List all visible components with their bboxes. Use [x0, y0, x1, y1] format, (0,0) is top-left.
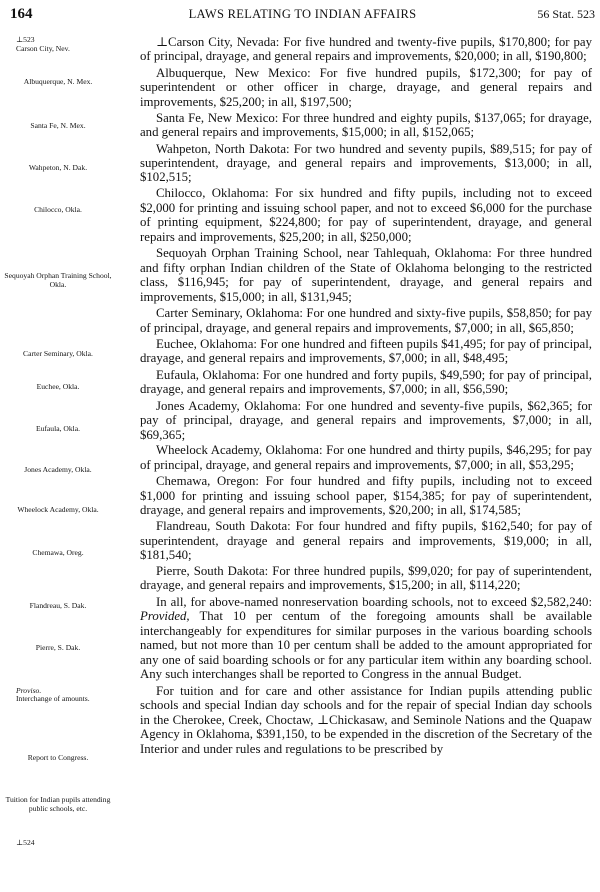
margin-note-flandreau: Flandreau, S. Dak. [29, 601, 87, 610]
paragraph-boarding-schools-total: In all, for above-named nonreservation boarding schools, not to exceed $2,582,240: Provided, That 10 per centum of the foregoing amounts shall be available interchangeably for expenditures for similar purposes in the various boarding schools named, but not more than 10 per centum shall be added to the amount appropriated for any one of said boarding schools or for any particular item within any boarding school. Any such interchanges shall be reported to Congress in the annual Budget. [140, 594, 592, 682]
paragraph-tuition: For tuition and for care and other assistance for Indian pupils attending public schools and special Indian day schools and for the repair of special Indian day schools in the Cherokee, Creek, Choctaw, ⊥Chickasaw, and Seminole Nations and the Quapaw Agency in Oklahoma, $391,150, to be expended in the discretion of the Secretary of the Interior and under rules and regulations to be prescribed by [140, 683, 592, 756]
margin-note-jones-academy: Jones Academy, Okla. [24, 465, 92, 474]
statute-reference: 56 Stat. 523 [537, 7, 595, 21]
margin-note-report-to-congress: Report to Congress. [27, 753, 89, 762]
margin-note-proviso: Proviso. [16, 686, 42, 695]
margin-note-santa-fe: Santa Fe, N. Mex. [30, 121, 86, 130]
margin-note-page-marker: ⊥523 [16, 35, 35, 44]
paragraph-euchee: Euchee, Oklahoma: For one hundred and fifteen pupils $41,495; for pay of principal, drayage, and general repairs and improvements, $7,000; in all, $48,495; [140, 336, 592, 366]
paragraph-pierre: Pierre, South Dakota: For three hundred pupils, $99,020; for pay of superintendent, drayage, and general repairs and improvements, $15,200; in all, $114,220; [140, 563, 592, 593]
paragraph-chilocco: Chilocco, Oklahoma: For six hundred and fifty pupils, including not to exceed $2,000 for printing and issuing school paper, and not to exceed $6,000 for the purchase of printing equipment, $224,800; for pay of superintendent, drayage, and general repairs and improvements, $25,200; in all, $250,000; [140, 186, 592, 244]
margin-note-euchee: Euchee, Okla. [36, 382, 80, 391]
margin-note-albuquerque: Albuquerque, N. Mex. [23, 77, 93, 86]
paragraph-santa-fe: Santa Fe, New Mexico: For three hundred and eighty pupils, $137,065; for drayage, and general repairs and improvements, $15,000; in all, $152,065; [140, 110, 592, 140]
margin-note-pierre: Pierre, S. Dak. [35, 643, 81, 652]
margin-note-interchange: Interchange of amounts. [16, 694, 90, 703]
margin-note-chemawa: Chemawa, Oreg. [32, 548, 84, 557]
margin-note-chilocco: Chilocco, Okla. [34, 205, 82, 214]
paragraph-wheelock-academy: Wheelock Academy, Oklahoma: For one hundred and thirty pupils, $46,295; for pay of principal, drayage, and general repairs and improvements, $7,000; in all, $53,295; [140, 443, 592, 472]
margin-note-carter-seminary: Carter Seminary, Okla. [23, 349, 93, 358]
paragraph-sequoyah: Sequoyah Orphan Training School, near Tahlequah, Oklahoma: For three hundred and fifty orphan Indian children of the State of Oklahoma belonging to the restricted class, $116,945; for pay of superintendent, drayage, and general repairs and improvements, $15,000; in all, $131,945; [140, 246, 592, 304]
margin-note-tuition: Tuition for Indian pupils attending public schools, etc. [5, 795, 111, 813]
margin-note-carson-city: Carson City, Nev. [16, 44, 70, 53]
margin-note-wahpeton: Wahpeton, N. Dak. [28, 163, 88, 172]
paragraph-eufaula: Eufaula, Oklahoma: For one hundred and forty pupils, $49,590; for pay of principal, drayage, and general repairs and improvements, $7,000; in all, $56,590; [140, 367, 592, 397]
running-title: LAWS RELATING TO INDIAN AFFAIRS [188, 7, 417, 21]
margin-note-eufaula: Eufaula, Okla. [35, 424, 81, 433]
page-header [10, 6, 595, 24]
paragraph-chemawa: Chemawa, Oregon: For four hundred and fifty pupils, including not to exceed $1,000 for printing and issuing school paper, $154,385; for pay of superintendent, drayage, and general repairs and improvements, $20,200; in all, $174,585; [140, 474, 592, 518]
paragraph-carson-city: ⊥Carson City, Nevada: For five hundred and twenty-five pupils, $170,800; for pay of principal, drayage, and general repairs and improvements, $20,000; in all, $190,800; [140, 35, 592, 64]
page-number: 164 [10, 6, 33, 22]
margin-note-wheelock-academy: Wheelock Academy, Okla. [17, 505, 99, 514]
paragraph-carter-seminary: Carter Seminary, Oklahoma: For one hundred and sixty-five pupils, $58,850; for pay of principal, drayage, and general repairs and improvements, $7,000; in all, $65,850; [140, 306, 592, 335]
margin-note-page-marker-2: ⊥524 [16, 838, 35, 847]
paragraph-albuquerque: Albuquerque, New Mexico: For five hundred pupils, $172,300; for pay of superintendent or other officer in charge, drayage, and general repairs and improvements, $25,200; in all, $197,500; [140, 65, 592, 109]
paragraph-flandreau: Flandreau, South Dakota: For four hundred and fifty pupils, $162,540; for pay of superintendent, drayage and general repairs and improvements, $19,000; in all, $181,540; [140, 519, 592, 563]
margin-note-sequoyah: Sequoyah Orphan Training School, Okla. [4, 271, 112, 289]
paragraph-wahpeton: Wahpeton, North Dakota: For two hundred and seventy pupils, $89,515; for pay of superintendent, drayage, and general repairs and improvements, $13,000; in all, $102,515; [140, 141, 592, 185]
paragraph-jones-academy: Jones Academy, Oklahoma: For one hundred and seventy-five pupils, $62,365; for pay of principal, drayage, and general repairs and improvements, $7,000; in all, $69,365; [140, 398, 592, 442]
